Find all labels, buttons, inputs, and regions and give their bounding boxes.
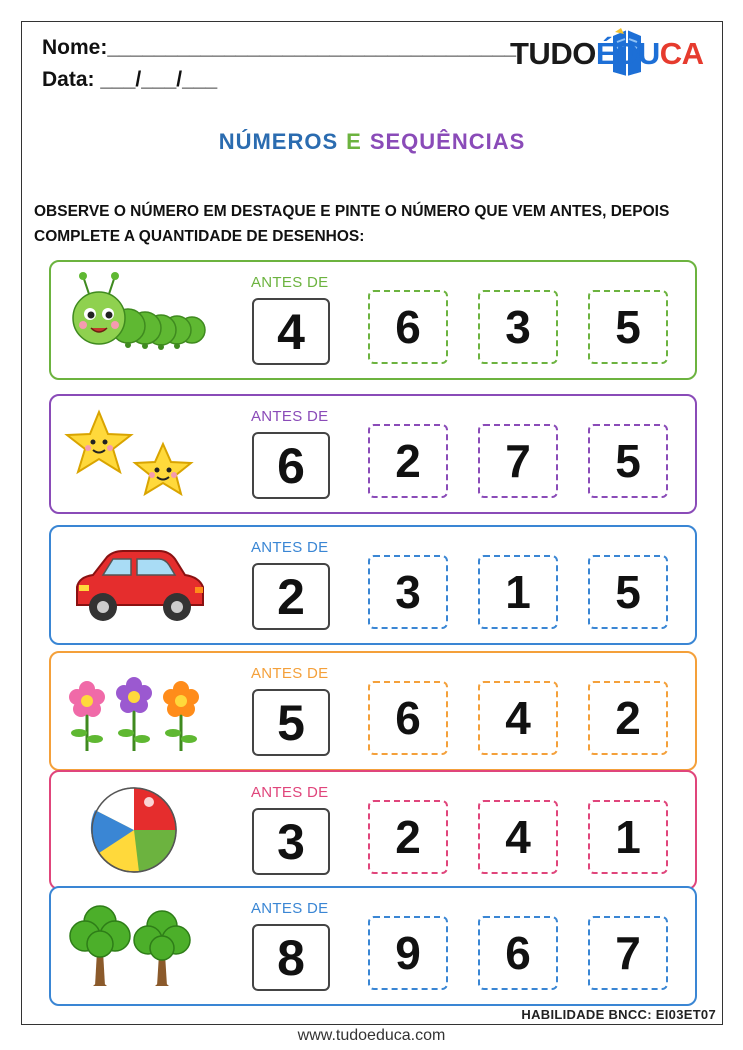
bncc-skill-label: HABILIDADE BNCC: EI03ET07 xyxy=(521,1007,716,1022)
title-word-1: NÚMEROS xyxy=(218,129,339,154)
tudoeduca-logo xyxy=(510,36,704,72)
instruction-text: OBSERVE O NÚMERO EM DESTAQUE E PINTE O NÚMERO QUE VEM ANTES, DEPOIS COMPLETE A QUANTIDADE DE DESENHOS: xyxy=(34,203,670,245)
caterpillar-icon xyxy=(59,270,209,370)
option-box[interactable]: 7 xyxy=(478,424,558,498)
option-box[interactable]: 4 xyxy=(478,800,558,874)
antes-de-label: ANTES DE xyxy=(251,539,329,556)
worksheet-frame xyxy=(21,21,723,1025)
option-box[interactable]: 6 xyxy=(368,681,448,755)
option-box[interactable]: 6 xyxy=(478,916,558,990)
highlight-number: 4 xyxy=(252,298,330,365)
page-title xyxy=(22,129,722,155)
option-box[interactable]: 9 xyxy=(368,916,448,990)
title-word-3: SEQUÊNCIAS xyxy=(369,129,526,154)
highlight-number: 8 xyxy=(252,924,330,991)
option-box[interactable]: 2 xyxy=(368,800,448,874)
logo-part-3: CA xyxy=(659,36,704,71)
stars-icon xyxy=(59,404,209,504)
exercise-row-4 xyxy=(49,651,697,771)
option-box[interactable]: 2 xyxy=(588,681,668,755)
exercise-row-5 xyxy=(49,770,697,890)
antes-de-label: ANTES DE xyxy=(251,900,329,917)
exercise-row-3 xyxy=(49,525,697,645)
logo-part-2: ÉDU xyxy=(595,36,660,71)
option-box[interactable]: 2 xyxy=(368,424,448,498)
antes-de-label: ANTES DE xyxy=(251,408,329,425)
highlight-number: 3 xyxy=(252,808,330,875)
beach-ball-icon xyxy=(59,780,209,880)
date-field[interactable]: Data: ___/___/___ xyxy=(42,68,218,91)
exercise-row-2 xyxy=(49,394,697,514)
name-field[interactable]: Nome:___________________________________ xyxy=(42,36,517,59)
option-box[interactable]: 5 xyxy=(588,290,668,364)
car-icon xyxy=(59,535,209,635)
highlight-number: 5 xyxy=(252,689,330,756)
exercise-row-1 xyxy=(49,260,697,380)
option-box[interactable]: 7 xyxy=(588,916,668,990)
highlight-number: 2 xyxy=(252,563,330,630)
option-box[interactable]: 5 xyxy=(588,555,668,629)
antes-de-label: ANTES DE xyxy=(251,665,329,682)
option-box[interactable]: 5 xyxy=(588,424,668,498)
trees-icon xyxy=(59,896,209,996)
option-box[interactable]: 3 xyxy=(368,555,448,629)
option-box[interactable]: 6 xyxy=(368,290,448,364)
option-box[interactable]: 1 xyxy=(588,800,668,874)
antes-de-label: ANTES DE xyxy=(251,274,329,291)
highlight-number: 6 xyxy=(252,432,330,499)
option-box[interactable]: 1 xyxy=(478,555,558,629)
antes-de-label: ANTES DE xyxy=(251,784,329,801)
option-box[interactable]: 4 xyxy=(478,681,558,755)
option-box[interactable]: 3 xyxy=(478,290,558,364)
logo-part-1: TUDO xyxy=(510,36,596,71)
exercise-row-6 xyxy=(49,886,697,1006)
title-word-2: E xyxy=(346,129,362,154)
website-url[interactable]: www.tudoeduca.com xyxy=(297,1027,446,1044)
flowers-icon xyxy=(59,661,209,761)
